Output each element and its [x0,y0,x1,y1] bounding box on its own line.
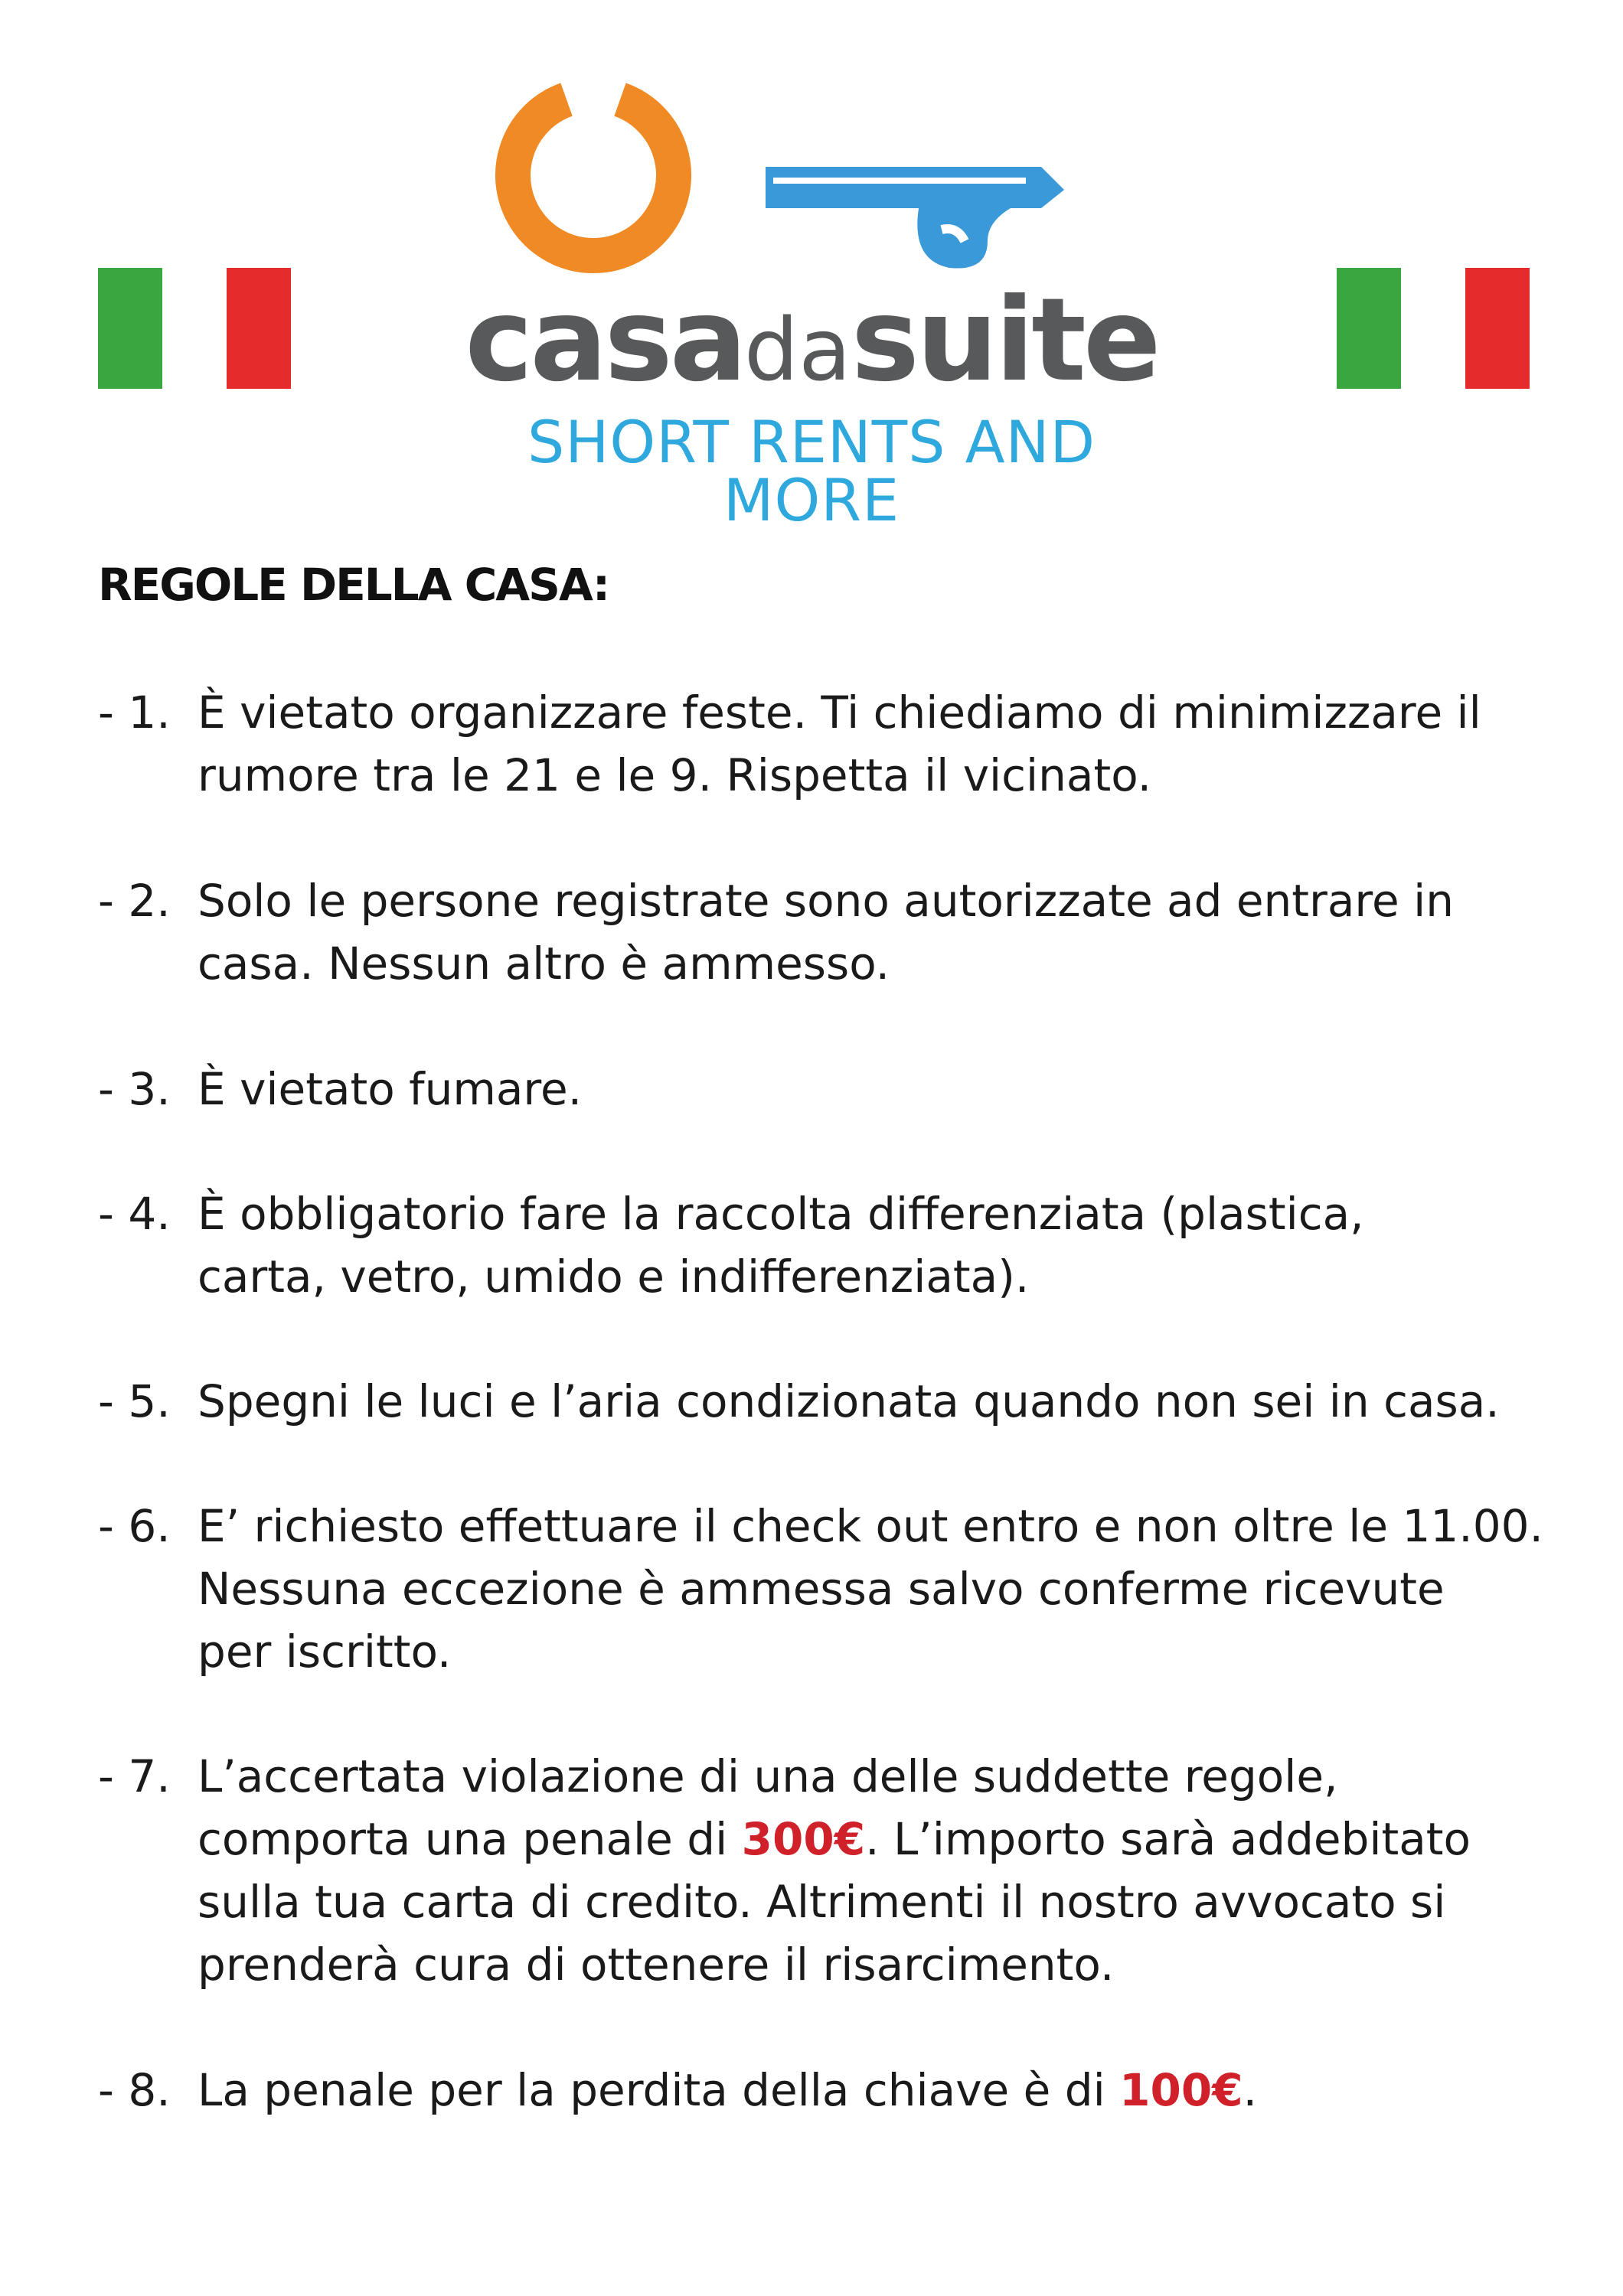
rule-text [198,1495,1543,1683]
penalty-amount: 300€ [741,1813,866,1865]
rule-text-segment: . [1243,2064,1257,2116]
rule-line: È vietato fumare. [198,1063,583,1115]
brand-wordmark [459,274,1164,407]
rule-number: - 1. [98,687,171,739]
rule-text-segment: La penale per la perdita della chiave è di [198,2064,1120,2116]
rule-text [198,681,1537,807]
flag-red-band [227,268,291,389]
rule-line: Nessuna eccezione è ammessa salvo conferme ricevute [198,1563,1445,1615]
flag-green-band [98,268,162,389]
rule-text [198,1058,1537,1120]
rule-number: - 5. [98,1375,171,1427]
rule-number: - 3. [98,1063,171,1115]
rule-line [198,2059,1537,2122]
rule-line [198,1808,1537,1870]
italian-flag-left [98,268,291,389]
rule-number: - 7. [98,1750,171,1802]
rule-line: E’ richiesto effettuare il check out entro e non oltre le 11.00. [198,1500,1543,1552]
penalty-amount: 100€ [1119,2064,1243,2116]
rule-number: - 8. [98,2064,171,2116]
rule-line: È obbligatorio fare la raccolta differenziata (plastica, [198,1188,1364,1240]
rule-line: È vietato organizzare feste. Ti chiediamo di minimizzare il [198,687,1481,739]
rule-line: Spegni le luci e l’aria condizionata quando non sei in casa. [198,1375,1500,1427]
rule-line: Solo le persone registrate sono autorizzate ad entrare in [198,875,1454,927]
italian-flag-right [1337,268,1530,389]
rule-text [198,1182,1537,1308]
key-icon [459,77,1164,291]
page-title: REGOLE DELLA CASA: [98,559,609,611]
brand-logo [459,77,1164,534]
rule-line: sulla tua carta di credito. Altrimenti il nostro avvocato si [198,1876,1446,1928]
flag-red-band [1465,268,1530,389]
rule-line: casa. Nessun altro è ammesso. [198,938,890,990]
rule-number: - 4. [98,1188,171,1240]
brand-word-suite: suite [851,274,1158,407]
flag-green-band [1337,268,1401,389]
rule-text-segment: . L’importo sarà addebitato [865,1813,1471,1865]
rule-number: - 6. [98,1500,171,1552]
brand-word-da: da [743,301,851,400]
rule-text-segment: comporta una penale di [198,1813,742,1865]
rule-line: per iscritto. [198,1626,452,1678]
rule-line: carta, vetro, umido e indifferenziata). [198,1251,1030,1303]
rule-line: L’accertata violazione di una delle suddette regole, [198,1750,1338,1802]
brand-word-casa: casa [465,274,744,407]
rule-text [198,1745,1537,1996]
rule-text [198,2059,1537,2122]
brand-tagline: SHORT RENTS AND MORE [527,408,1096,534]
rule-number: - 2. [98,875,171,927]
rule-text [198,869,1537,995]
rule-line: rumore tra le 21 e le 9. Rispetta il vicinato. [198,749,1152,801]
rule-text [198,1370,1537,1433]
rule-line: prenderà cura di ottenere il risarcimento. [198,1939,1115,1991]
